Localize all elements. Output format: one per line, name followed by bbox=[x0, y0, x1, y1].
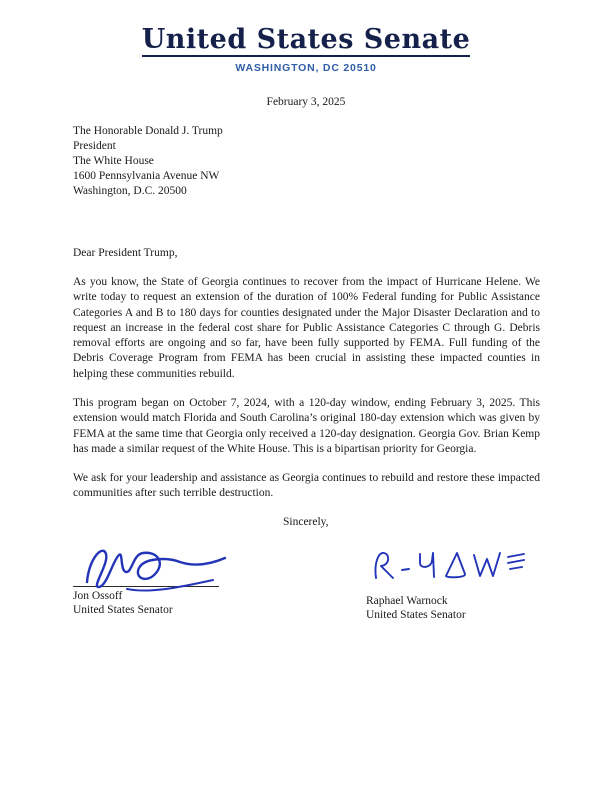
salutation: Dear President Trump, bbox=[73, 247, 178, 260]
ossoff-signature-icon bbox=[73, 540, 303, 592]
warnock-signature-icon bbox=[366, 540, 536, 592]
recipient-line: 1600 Pennsylvania Avenue NW bbox=[73, 170, 220, 183]
recipient-address-block bbox=[73, 124, 540, 199]
recipient-line: The Honorable Donald J. Trump bbox=[73, 125, 223, 138]
recipient-line: The White House bbox=[73, 155, 154, 168]
signer-name-warnock: Raphael Warnock bbox=[366, 594, 448, 607]
recipient-line: Washington, D.C. 20500 bbox=[73, 185, 187, 198]
signature-block-warnock bbox=[366, 540, 536, 621]
letterhead bbox=[0, 0, 612, 74]
closing-sincerely: Sincerely, bbox=[283, 515, 329, 528]
body-paragraph-2: This program began on October 7, 2024, with a 120-day window, ending February 3, 2025. This extension would match Florida and South Carolina’s original 180-day extension which was given by FEMA at the same time that Georgia only received a 120-day designation. Georgia Gov. Brian Kemp has made a similar request of the White House. This is a bipartisan priority for Georgia. bbox=[73, 397, 540, 455]
body-paragraph-1: As you know, the State of Georgia continues to recover from the impact of Hurricane Helene. We write today to request an extension of the duration of 100% Federal funding for Public Assistance Categories A and B to 180 days for counties designated under the Major Disaster Declaration and to request an increase in the federal cost share for Public Assistance Categories C through G. Debris removal efforts are ongoing and so far, have been fully supported by FEMA. Full funding of the Debris Coverage Program from FEMA has been crucial in assisting these impacted counties in helping these communities rebuild. bbox=[73, 276, 540, 380]
recipient-line: President bbox=[73, 140, 116, 153]
signer-title-ossoff: United States Senator bbox=[73, 603, 173, 616]
letterhead-city-line: WASHINGTON, DC 20510 bbox=[235, 62, 377, 75]
signature-block-ossoff bbox=[73, 540, 303, 621]
senate-letterhead-title: United States Senate bbox=[142, 26, 471, 57]
signer-title-warnock: United States Senator bbox=[366, 608, 466, 621]
signer-name-ossoff: Jon Ossoff bbox=[73, 589, 123, 602]
signature-row bbox=[73, 540, 536, 621]
letter-body bbox=[73, 275, 540, 502]
letter-date: February 3, 2025 bbox=[266, 96, 346, 109]
body-paragraph-3: We ask for your leadership and assistance as Georgia continues to rebuild and restore these impacted communities after such terrible destruction. bbox=[73, 472, 540, 500]
